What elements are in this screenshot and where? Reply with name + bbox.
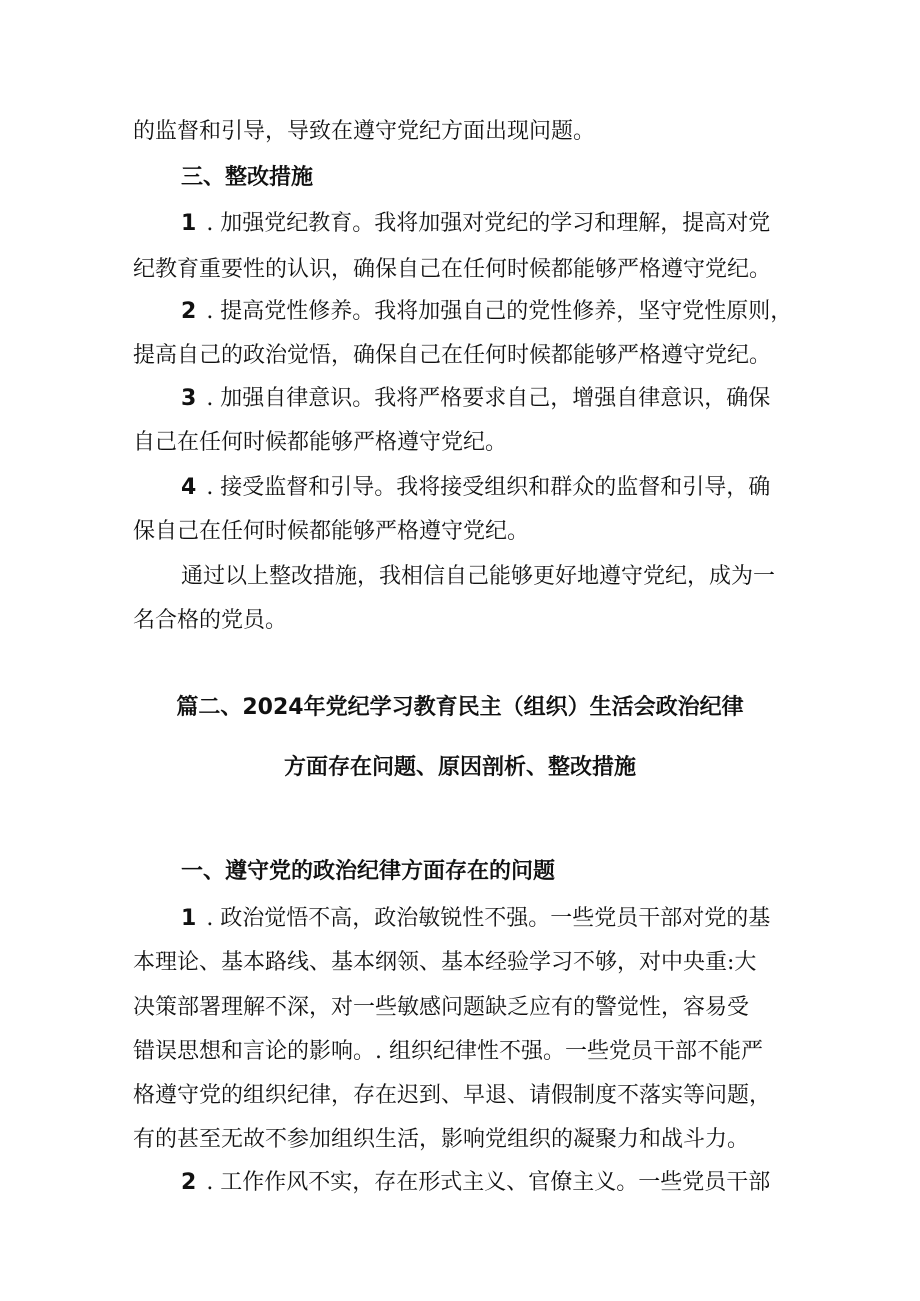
- section-heading: 三、整改措施: [181, 165, 314, 190]
- paragraph-line: 决策部署理解不深，对一些敏感问题缺乏应有的警觉性，容易受: [133, 995, 750, 1020]
- paragraph-line: 纪教育重要性的认识，确保自己在任何时候都能够严格遵守党纪。: [133, 257, 772, 282]
- paragraph-line: 格遵守党的组织纪律，存在迟到、早退、请假制度不落实等问题，: [133, 1083, 772, 1108]
- paragraph-line: 错误思想和言论的影响。. 组织纪律性不强。一些党员干部不能严: [133, 1039, 763, 1064]
- item-number: 2: [181, 1170, 197, 1195]
- paragraph-line: 通过以上整改措施，我相信自己能够更好地遵守党纪，成为一: [181, 564, 776, 589]
- item-number: 1: [181, 211, 197, 236]
- list-item-1: [181, 209, 770, 239]
- item-number: 2: [181, 299, 197, 324]
- paragraph-line: 提高自己的政治觉悟，确保自己在任何时候都能够严格遵守党纪。: [133, 343, 772, 368]
- list-item-4: [181, 473, 770, 503]
- article-title-line-1: 篇二、2024年党纪学习教育民主（组织）生活会政治纪律: [176, 695, 744, 720]
- item-text: . 加强党纪教育。我将加强对党纪的学习和理解，提高对党: [206, 211, 771, 236]
- list-item-2: [181, 297, 792, 327]
- item-text: . 接受监督和引导。我将接受组织和群众的监督和引导，确: [206, 475, 771, 500]
- paragraph-line: 的监督和引导，导致在遵守党纪方面出现问题。: [133, 119, 596, 144]
- item-number: 1: [181, 906, 197, 931]
- item-text: . 政治觉悟不高，政治敏锐性不强。一些党员干部对党的基: [206, 906, 771, 931]
- list-item-2: [181, 1168, 770, 1198]
- item-number: 3: [181, 386, 197, 411]
- item-text: . 工作作风不实，存在形式主义、官僚主义。一些党员干部: [206, 1170, 771, 1195]
- paragraph-line: 名合格的党员。: [133, 608, 288, 633]
- article-title-line-2: 方面存在问题、原因剖析、整改措施: [283, 755, 636, 780]
- section-heading: 一、遵守党的政治纪律方面存在的问题: [181, 859, 556, 884]
- item-text: . 提高党性修养。我将加强自己的党性修养，坚守党性原则，: [206, 299, 793, 324]
- paragraph-line: 有的甚至无故不参加组织生活，影响党组织的凝聚力和战斗力。: [133, 1127, 750, 1152]
- paragraph-line: 保自己在任何时候都能够严格遵守党纪。: [133, 519, 530, 544]
- list-item-3: [181, 384, 770, 414]
- item-number: 4: [181, 475, 197, 500]
- paragraph-line: 本理论、基本路线、基本纲领、基本经验学习不够，对中央重:大: [133, 950, 757, 975]
- item-text: . 加强自律意识。我将严格要求自己，增强自律意识，确保: [206, 386, 771, 411]
- list-item-1: [181, 904, 770, 934]
- paragraph-line: 自己在任何时候都能够严格遵守党纪。: [133, 430, 508, 455]
